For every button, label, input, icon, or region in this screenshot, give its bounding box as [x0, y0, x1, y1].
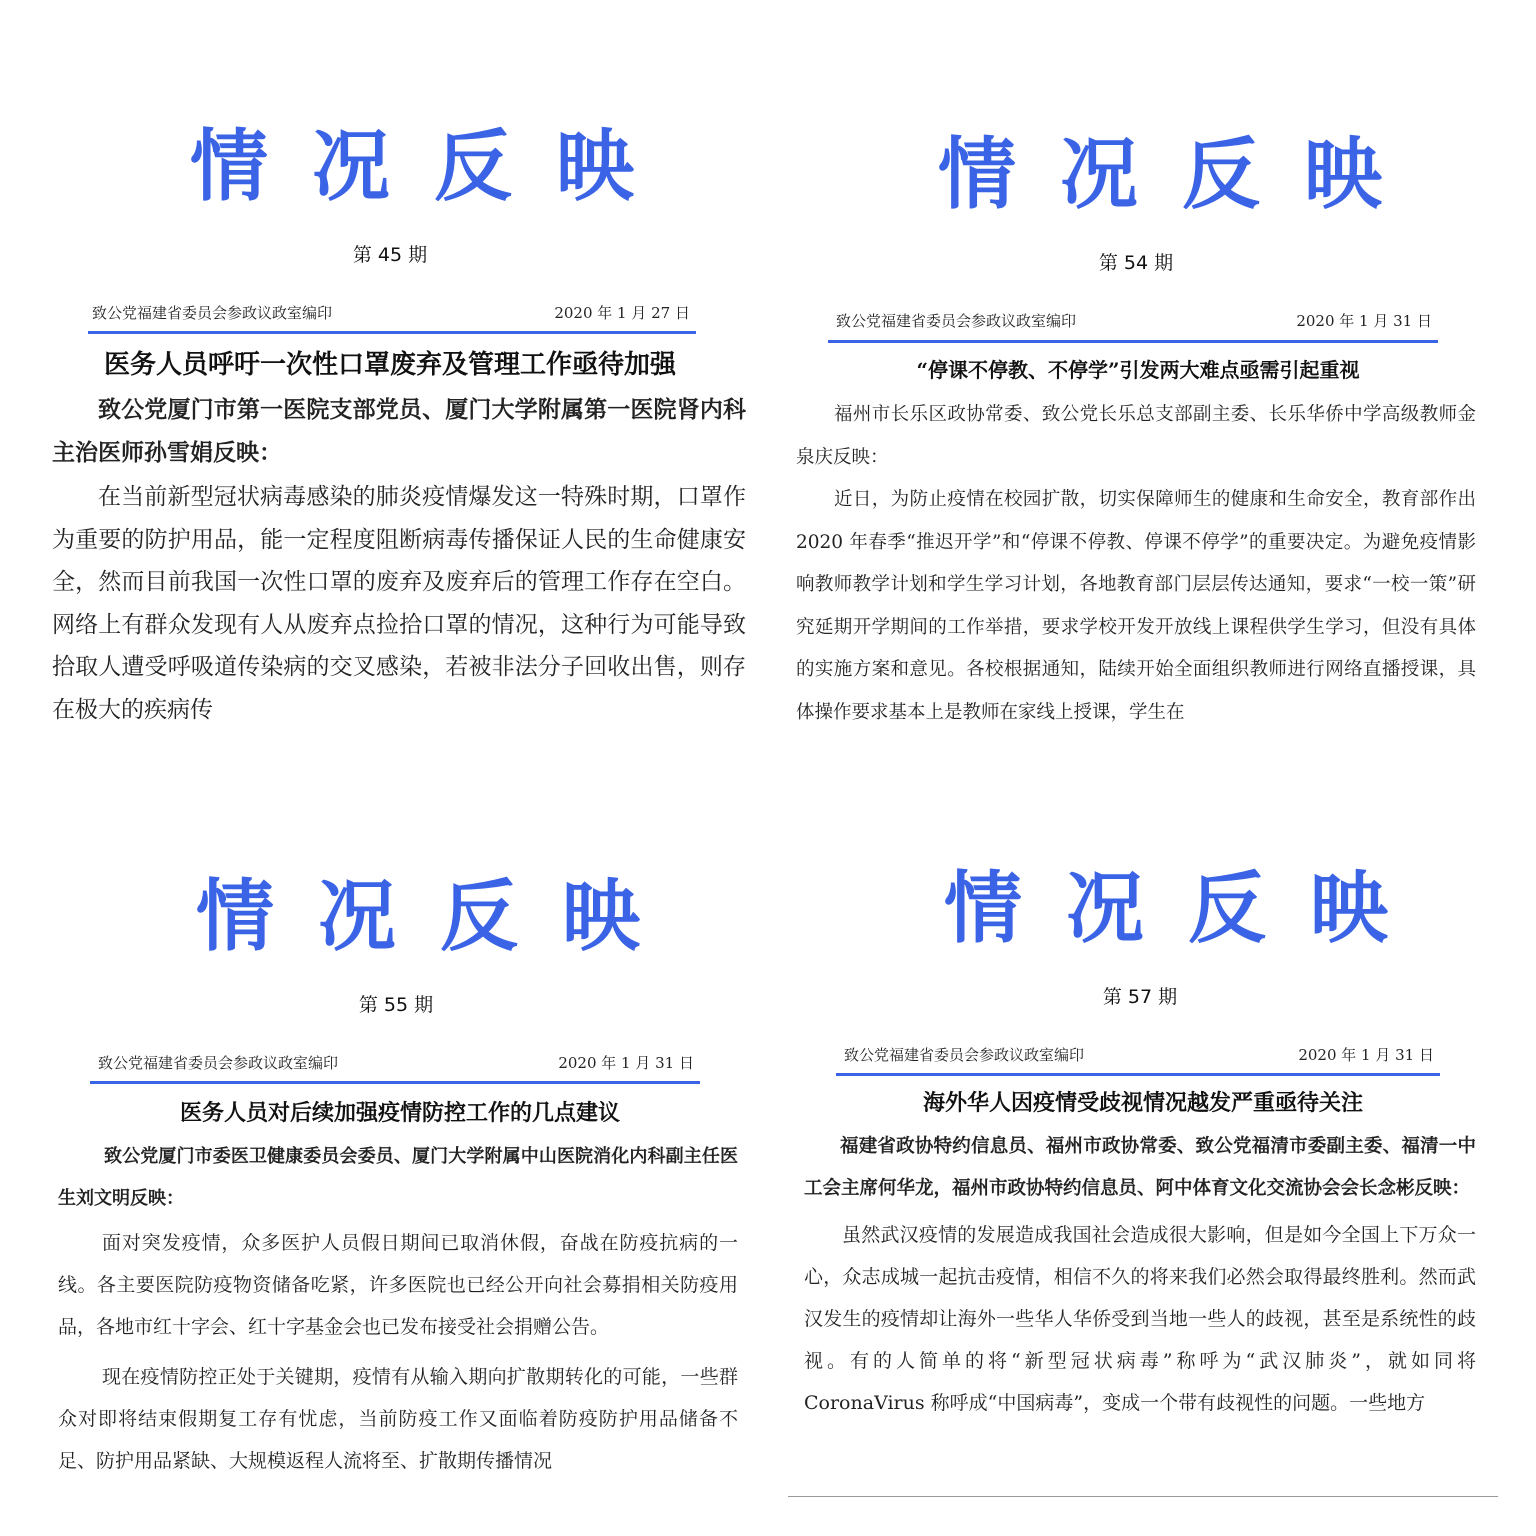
publisher: 致公党福建省委员会参政议政室编印: [844, 1046, 1085, 1064]
document-body: [52, 388, 746, 731]
issue-number: 第 45 期: [352, 244, 428, 266]
publisher-line: [844, 1044, 1434, 1064]
page-edge-rule: [788, 1496, 1498, 1497]
publisher-line: [836, 310, 1432, 330]
publisher: 致公党福建省委员会参政议政室编印: [98, 1054, 339, 1072]
issue-number: 第 57 期: [1102, 986, 1178, 1008]
date: 2020 年 1 月 31 日: [558, 1054, 694, 1072]
reporter-line: 福建省政协特约信息员、福州市政协常委、致公党福清市委副主委、福清一中工会主席何华龙，福州市政协特约信息员、阿中体育文化交流协会会长念彬反映：: [804, 1136, 1476, 1199]
document-page-57: [768, 768, 1536, 1536]
document-title: 医务人员对后续加强疫情防控工作的几点建议: [179, 1100, 620, 1126]
issue-number: 第 54 期: [1098, 252, 1174, 274]
date: 2020 年 1 月 31 日: [1298, 1046, 1434, 1064]
header-rule: [90, 1081, 700, 1084]
masthead-title: 情况反映: [190, 121, 679, 212]
document-title: 海外华人因疫情受歧视情况越发严重亟待关注: [922, 1090, 1363, 1116]
publisher-line: [98, 1052, 694, 1072]
body-paragraph: 面对突发疫情，众多医护人员假日期间已取消休假，奋战在防疫抗病的一线。各主要医院防疫物资储备吃紧，许多医院也已经公开向社会募捐相关防疫用品，各地市红十字会、红十字基金会也已发布接受社会捐赠公告。: [58, 1232, 738, 1338]
document-page-54: [768, 0, 1536, 768]
document-title: “停课不停教、不停学”引发两大难点亟需引起重视: [916, 358, 1360, 382]
document-page-55: [0, 768, 768, 1536]
header-rule: [836, 1073, 1440, 1076]
body-paragraph: 虽然武汉疫情的发展造成我国社会造成很大影响，但是如今全国上下万众一心，众志成城一起抗击疫情，相信不久的将来我们必然会取得最终胜利。然而武汉发生的疫情却让海外一些华人华侨受到当地一些人的歧视，甚至是系统性的歧视。有的人简单的将“新型冠状病毒”称呼为“武汉肺炎”，就如同将 CoronaVirus 称呼成“中国病毒”，变成一个带有歧视性的问题。一些地方: [804, 1224, 1476, 1414]
masthead-title: 情况反映: [196, 871, 685, 962]
date: 2020 年 1 月 31 日: [1296, 312, 1432, 330]
publisher-line: [92, 302, 690, 322]
document-body: [796, 394, 1476, 734]
publisher: 致公党福建省委员会参政议政室编印: [92, 304, 333, 322]
body-paragraph: 现在疫情防控正处于关键期，疫情有从输入期向扩散期转化的可能，一些群众对即将结束假期复工存有忧虑，当前防疫工作又面临着防疫防护用品储备不足、防护用品紧缺、大规模返程人流将至、扩散期传播情况: [58, 1366, 738, 1472]
document-title: 医务人员呼吁一次性口罩废弃及管理工作亟待加强: [103, 350, 676, 380]
body-paragraph: 在当前新型冠状病毒感染的肺炎疫情爆发这一特殊时期，口罩作为重要的防护用品，能一定程度阻断病毒传播保证人民的生命健康安全，然而目前我国一次性口罩的废弃及废弃后的管理工作存在空白。网络上有群众发现有人从废弃点捡拾口罩的情况，这种行为可能导致拾取人遭受呼吸道传染病的交叉感染，若被非法分子回收出售，则存在极大的疾病传: [52, 484, 746, 723]
header-rule: [828, 340, 1438, 343]
masthead-title: 情况反映: [944, 863, 1433, 954]
reporter-line: 致公党厦门市第一医院支部党员、厦门大学附属第一医院肾内科主治医师孙雪娟反映：: [52, 396, 746, 466]
publisher: 致公党福建省委员会参政议政室编印: [836, 312, 1077, 330]
reporter-line: 福州市长乐区政协常委、致公党长乐总支部副主委、长乐华侨中学高级教师金泉庆反映：: [796, 404, 1476, 468]
body-paragraph: 近日，为防止疫情在校园扩散，切实保障师生的健康和生命安全，教育部作出 2020 年春季“推迟开学”和“停课不停教、停课不停学”的重要决定。为避免疫情影响教师教学计划和学生学习计划，各地教育部门层层传达通知，要求“一校一策”研究延期开学期间的工作举措，要求学校开发开放线上课程供学生学习，但没有具体的实施方案和意见。各校根据通知，陆续开始全面组织教师进行网络直播授课，具体操作要求基本上是教师在家线上授课，学生在: [796, 489, 1476, 723]
document-body: [58, 1136, 738, 1482]
document-page-45: [0, 0, 768, 768]
date: 2020 年 1 月 27 日: [554, 304, 690, 322]
header-rule: [88, 331, 696, 334]
reporter-line: 致公党厦门市委医卫健康委员会委员、厦门大学附属中山医院消化内科副主任医生刘文明反映：: [58, 1146, 738, 1209]
issue-number: 第 55 期: [358, 994, 434, 1016]
masthead-title: 情况反映: [938, 129, 1427, 220]
document-body: [804, 1126, 1476, 1424]
